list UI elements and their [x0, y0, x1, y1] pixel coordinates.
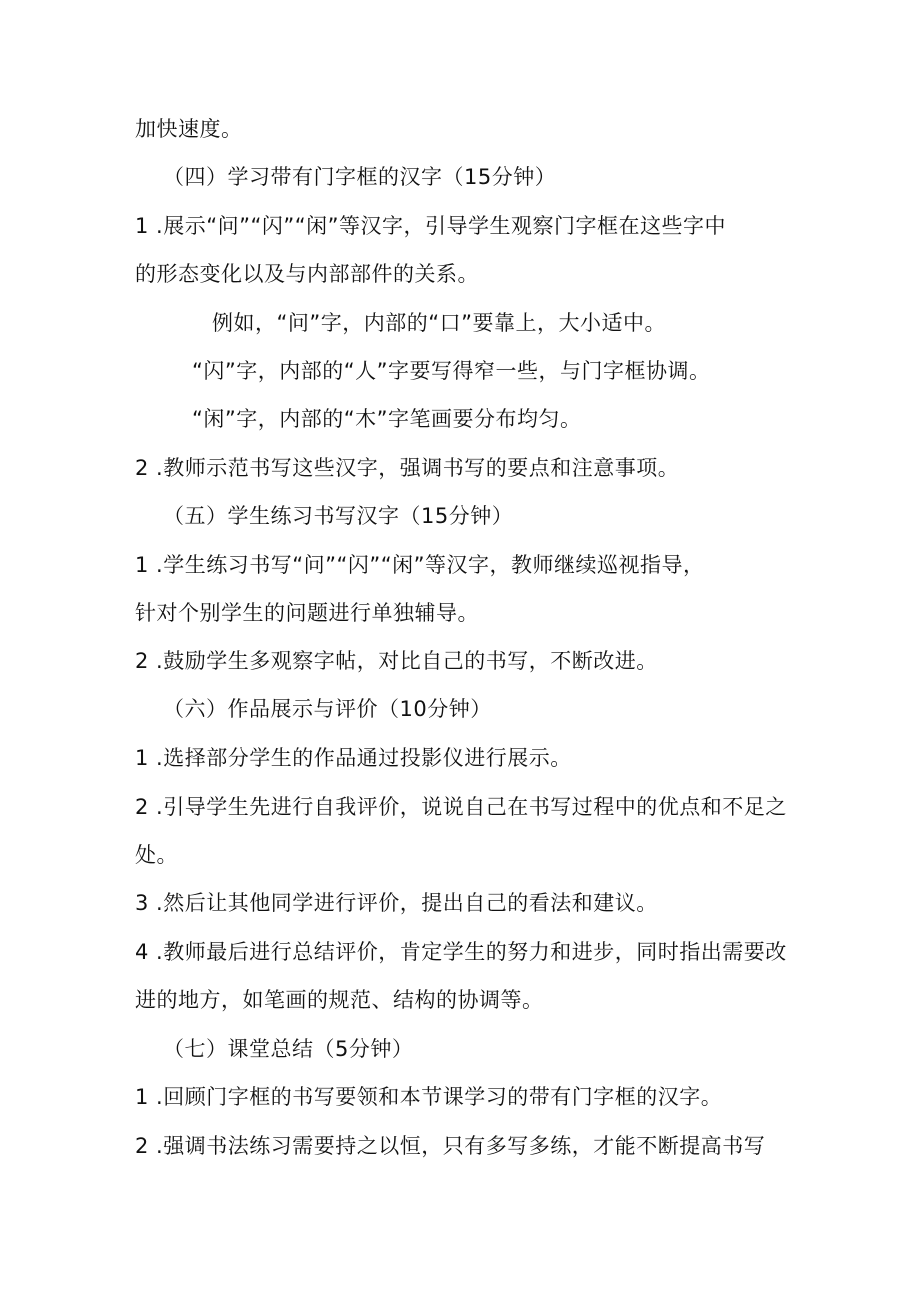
section-heading-7: （七）课堂总结（5分钟） [163, 1037, 414, 1061]
section-heading-4: （四）学习带有门字框的汉字（15分钟） [163, 165, 557, 189]
paragraph-continuation: 加快速度。 [135, 117, 243, 141]
list-item-6-2-continuation: 处。 [135, 843, 178, 867]
list-item-6-1: 1 .选择部分学生的作品通过投影仪进行展示。 [135, 746, 572, 770]
list-item-4-1: 1 .展示“问”“闪”“闲”等汉字，引导学生观察门字框在这些字中 [135, 214, 726, 238]
list-item-6-4: 4 .教师最后进行总结评价，肯定学生的努力和进步，同时指出需要改 [135, 940, 787, 964]
list-item-4-2: 2 .教师示范书写这些汉字，强调书写的要点和注意事项。 [135, 456, 680, 480]
list-item-7-2: 2 .强调书法练习需要持之以恒，只有多写多练，才能不断提高书写 [135, 1134, 766, 1158]
list-item-5-1-continuation: 针对个别学生的问题进行单独辅导。 [135, 601, 479, 625]
section-heading-5: （五）学生练习书写汉字（15分钟） [163, 504, 514, 528]
section-heading-6: （六）作品展示与评价（10分钟） [163, 697, 492, 721]
list-item-6-4-continuation: 进的地方，如笔画的规范、结构的协调等。 [135, 988, 544, 1012]
list-item-5-2: 2 .鼓励学生多观察字帖，对比自己的书写，不断改进。 [135, 649, 658, 673]
example-line-3: “闲”字，内部的“木”字笔画要分布均匀。 [192, 407, 582, 431]
list-item-5-1: 1 .学生练习书写“问”“闪”“闲”等汉字，教师继续巡视指导， [135, 553, 705, 577]
example-line-1: 例如，“问”字，内部的“口”要靠上，大小适中。 [212, 311, 667, 335]
list-item-6-3: 3 .然后让其他同学进行评价，提出自己的看法和建议。 [135, 891, 658, 915]
list-item-4-1-continuation: 的形态变化以及与内部部件的关系。 [135, 262, 479, 286]
list-item-6-2: 2 .引导学生先进行自我评价，说说自己在书写过程中的优点和不足之 [135, 795, 787, 819]
list-item-7-1: 1 .回顾门字框的书写要领和本节课学习的带有门字框的汉字。 [135, 1085, 723, 1109]
example-line-2: “闪”字，内部的“人”字要写得窄一些，与门字框协调。 [192, 359, 711, 383]
